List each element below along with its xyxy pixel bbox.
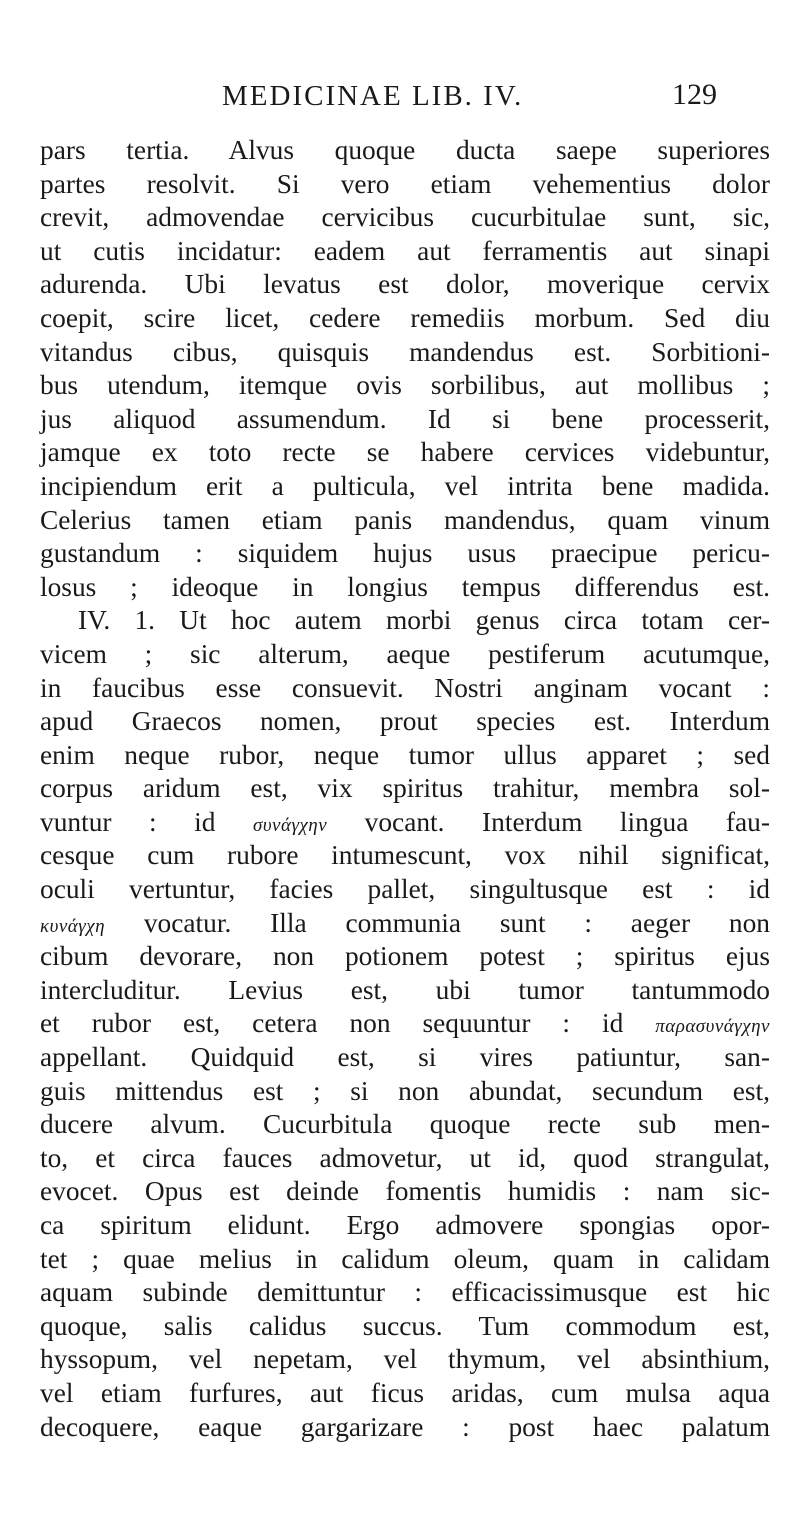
text-line: Celerius tamen etiam panis mandendus, quam vinum	[40, 504, 770, 535]
text-line	[40, 1007, 770, 1041]
text-line: vel etiam furfures, aut ficus aridas, cum mulsa aqua	[40, 1377, 770, 1408]
text-line: tet ; quae melius in calidum oleum, quam in calidam	[40, 1243, 770, 1274]
text-line: oculi vertuntur, facies pallet, singultusque est : id	[40, 874, 770, 905]
text-line: adurenda. Ubi levatus est dolor, moverique cervix	[40, 269, 770, 300]
greek-term: κυνάγχη	[40, 915, 106, 937]
text-line: ca spiritum elidunt. Ergo admovere spongias opor-	[40, 1210, 770, 1240]
text-line: ut cutis incidatur: eadem aut ferramentis aut sinapi	[40, 235, 770, 266]
page-number: 129	[672, 78, 717, 111]
text-line: IV. 1. Ut hoc autem morbi genus circa totam cer-	[78, 605, 770, 636]
text-line: crevit, admovendae cervicibus cucurbitulae sunt, sic,	[40, 202, 770, 233]
text-line: enim neque rubor, neque tumor ullus apparet ; sed	[40, 739, 770, 770]
text-line: vitandus cibus, quisquis mandendus est. Sorbitioni-	[40, 336, 770, 367]
text-line: to, et circa fauces admovetur, ut id, quod strangulat,	[40, 1142, 770, 1173]
text-segment: vuntur : id	[40, 806, 253, 837]
text-line: gustandum : siquidem hujus usus praecipue pericu-	[40, 538, 770, 569]
greek-term: παρασυνάγχην	[655, 1016, 770, 1038]
text-line: incipiendum erit a pulticula, vel intrita bene madida.	[40, 470, 770, 501]
text-line: ducere alvum. Cucurbitula quoque recte sub men-	[40, 1109, 770, 1140]
text-line: guis mittendus est ; si non abundat, secundum est,	[40, 1075, 770, 1106]
text-line: losus ; ideoque in longius tempus differendus est.	[40, 571, 770, 602]
text-line	[40, 907, 770, 941]
text-line: intercluditur. Levius est, ubi tumor tantummodo	[40, 974, 770, 1005]
text-segment: vocatur. Illa communia sunt : aeger non	[105, 907, 770, 938]
greek-term: συνάγχην	[252, 814, 328, 836]
text-line: evocet. Opus est deinde fomentis humidis : nam sic-	[40, 1176, 770, 1207]
text-line: jamque ex toto recte se habere cervices videbuntur,	[40, 437, 770, 468]
text-line: aquam subinde demittuntur : efficacissimusque est hic	[40, 1277, 770, 1308]
text-line: cesque cum rubore intumescunt, vox nihil significat,	[40, 840, 770, 871]
text-line: coepit, scire licet, cedere remediis morbum. Sed diu	[40, 302, 770, 333]
text-line: partes resolvit. Si vero etiam vehementius dolor	[40, 168, 770, 199]
text-line	[40, 806, 770, 840]
text-line: cibum devorare, non potionem potest ; spiritus ejus	[40, 941, 770, 972]
text-line: corpus aridum est, vix spiritus trahitur, membra sol-	[40, 773, 770, 804]
text-line: vicem ; sic alterum, aeque pestiferum acutumque,	[40, 638, 770, 669]
text-segment: et rubor est, cetera non sequuntur : id	[40, 1008, 656, 1039]
body-text	[40, 134, 770, 1444]
text-line: in faucibus esse consuevit. Nostri anginam vocant :	[40, 672, 770, 703]
text-segment: vocant. Interdum lingua fau-	[327, 806, 770, 837]
text-line: pars tertia. Alvus quoque ducta saepe superiores	[40, 135, 770, 165]
text-line: quoque, salis calidus succus. Tum commodum est,	[40, 1310, 770, 1341]
text-line: bus utendum, itemque ovis sorbilibus, aut mollibus ;	[40, 370, 770, 401]
text-line: jus aliquod assumendum. Id si bene processerit,	[40, 403, 770, 434]
text-line: appellant. Quidquid est, si vires patiuntur, san-	[40, 1042, 770, 1073]
running-title: MEDICINAE LIB. IV.	[222, 80, 524, 112]
text-line: hyssopum, vel nepetam, vel thymum, vel absinthium,	[40, 1344, 770, 1375]
text-line: apud Graecos nomen, prout species est. Interdum	[40, 706, 770, 737]
text-line: decoquere, eaque gargarizare : post haec palatum	[40, 1411, 770, 1442]
